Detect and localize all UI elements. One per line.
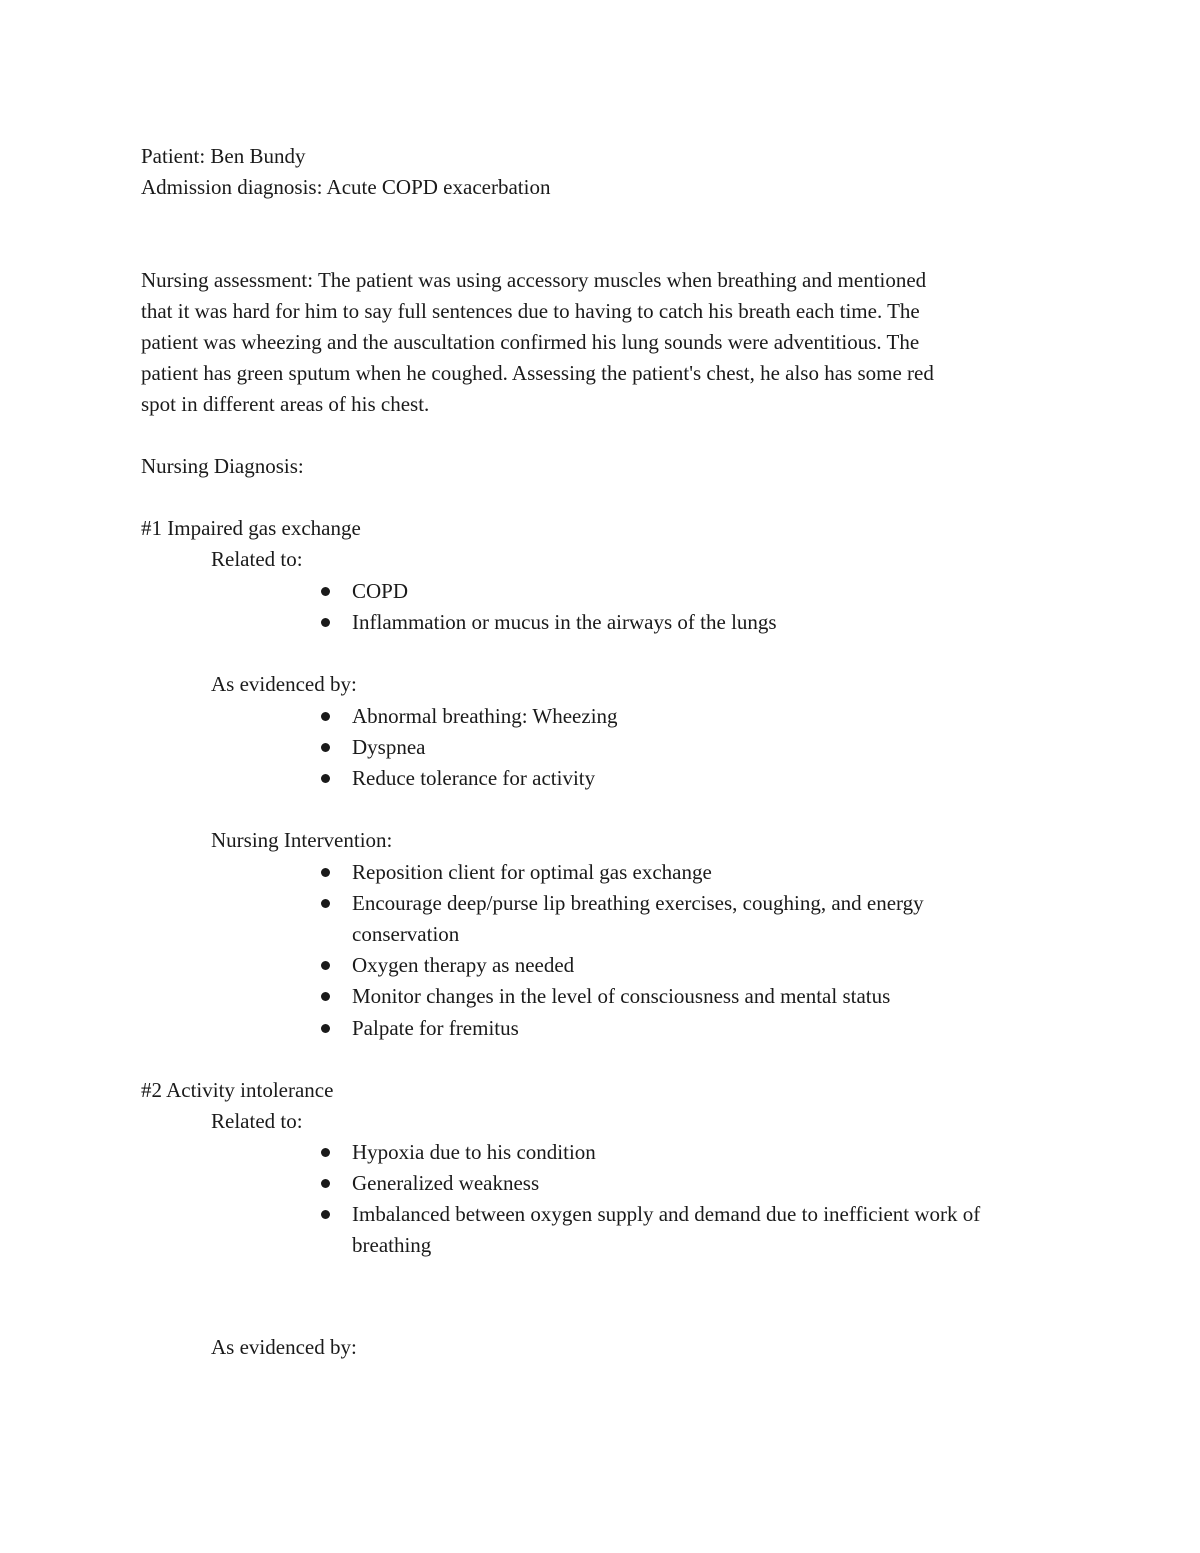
diagnosis-title: #1 Impaired gas exchange: [141, 516, 361, 540]
evidenced-by-label: As evidenced by:: [211, 1335, 357, 1359]
assessment-line: patient was wheezing and the auscultation confirmed his lung sounds were adventitious. The: [141, 330, 920, 354]
assessment-line: Nursing assessment: The patient was using accessory muscles when breathing and mentioned: [141, 268, 927, 292]
admission-diagnosis: Admission diagnosis: Acute COPD exacerbation: [141, 175, 551, 199]
list-item: Encourage deep/purse lip breathing exercises, coughing, and energy: [352, 891, 924, 915]
list-item: Imbalanced between oxygen supply and demand due to inefficient work of: [352, 1202, 981, 1226]
list-item: Hypoxia due to his condition: [352, 1140, 596, 1164]
bullet-icon: [321, 1148, 330, 1157]
bullet-icon: [321, 899, 330, 908]
assessment-line: patient has green sputum when he coughed. Assessing the patient's chest, he also has some red: [141, 361, 934, 385]
list-item: Reduce tolerance for activity: [352, 766, 596, 790]
related-to-label: Related to:: [211, 547, 303, 571]
assessment-line: that it was hard for him to say full sentences due to having to catch his breath each time. The: [141, 299, 920, 323]
bullet-icon: [321, 712, 330, 721]
bullet-icon: [321, 587, 330, 596]
list-item: Reposition client for optimal gas exchange: [352, 860, 712, 884]
bullet-icon: [321, 618, 330, 627]
list-item: Palpate for fremitus: [352, 1016, 519, 1040]
list-item: Oxygen therapy as needed: [352, 953, 575, 977]
related-to-label: Related to:: [211, 1109, 303, 1133]
assessment-line: spot in different areas of his chest.: [141, 392, 430, 416]
bullet-icon: [321, 1179, 330, 1188]
diagnosis-title: #2 Activity intolerance: [141, 1078, 334, 1102]
evidenced-by-label: As evidenced by:: [211, 672, 357, 696]
bullet-icon: [321, 992, 330, 1001]
list-item: Abnormal breathing: Wheezing: [352, 704, 618, 728]
bullet-icon: [321, 868, 330, 877]
nursing-diagnosis-heading: Nursing Diagnosis:: [141, 454, 304, 478]
patient-name: Patient: Ben Bundy: [141, 144, 306, 168]
bullet-icon: [321, 743, 330, 752]
nursing-intervention-label: Nursing Intervention:: [211, 828, 393, 852]
list-item: Generalized weakness: [352, 1171, 540, 1195]
list-item: Inflammation or mucus in the airways of the lungs: [352, 610, 777, 634]
list-item-continuation: breathing: [352, 1233, 432, 1257]
bullet-icon: [321, 961, 330, 970]
bullet-icon: [321, 1210, 330, 1219]
bullet-icon: [321, 774, 330, 783]
list-item: COPD: [352, 579, 409, 603]
bullet-icon: [321, 1024, 330, 1033]
list-item-continuation: conservation: [352, 922, 460, 946]
list-item: Dyspnea: [352, 735, 426, 759]
list-item: Monitor changes in the level of consciousness and mental status: [352, 984, 891, 1008]
